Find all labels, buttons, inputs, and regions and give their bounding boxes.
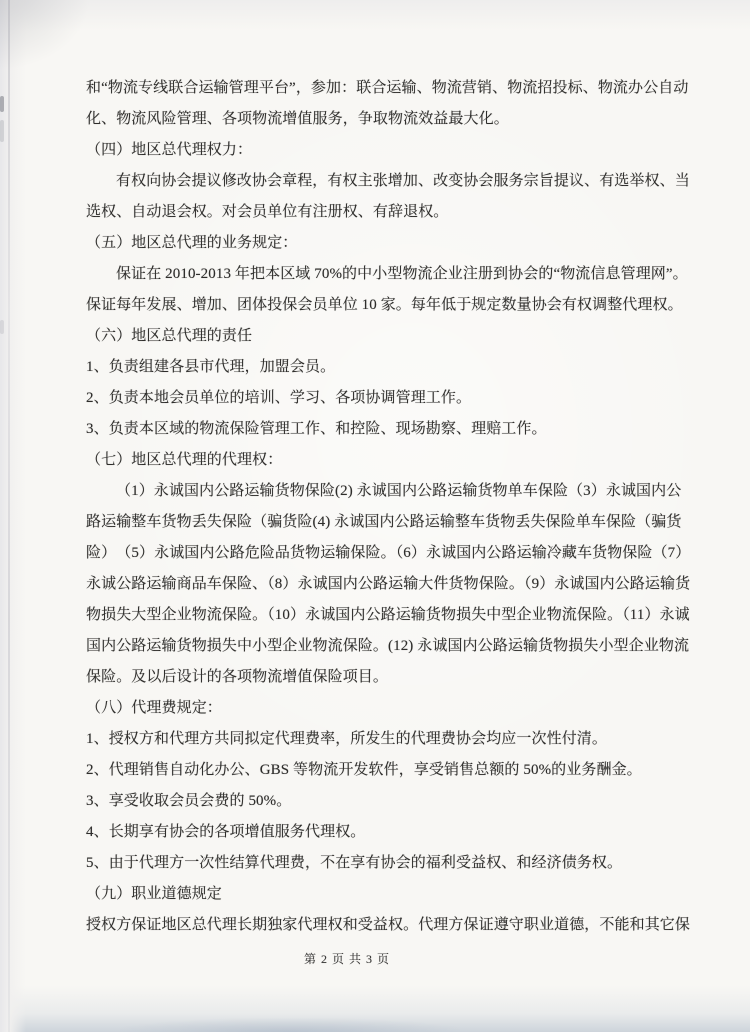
section-heading-6: （六）地区总代理的责任 [86,328,253,344]
doc-line: 物损失大型企业物流保险。（10）永诚国内公路运输货物损失中型企业物流保险。（11）永诚 [86,607,690,623]
section-heading-4: （四）地区总代理权力： [86,142,253,158]
list-item-1: 1、授权方和代理方共同拟定代理费率，所发生的代理费协会均应一次性付清。 [86,731,608,747]
scan-corner-shadow [0,0,90,70]
document-body [86,73,692,941]
doc-line: 路运输整车货物丢失保险（骗货险(4) 永诚国内公路运输整车货物丢失保险单车保险（骗货 [86,514,682,530]
section-heading-7: （七）地区总代理的代理权： [86,452,283,468]
list-item-5: 5、由于代理方一次性结算代理费，不在享有协会的福利受益权、和经济债务权。 [86,855,623,871]
doc-line: 保险。及以后设计的各项物流增值保险项目。 [86,669,389,685]
list-item-3: 3、享受收取会员会费的 50%。 [86,793,292,809]
scan-edge-mark [0,320,4,334]
list-item-2: 2、代理销售自动化办公、GBS 等物流开发软件，享受销售总额的 50%的业务酬金。 [86,762,642,778]
scan-edge-crease [8,0,10,1032]
doc-line: 有权向协会提议修改协会章程，有权主张增加、改变协会服务宗旨提议、有选举权、当 [116,173,690,189]
doc-line: 化、物流风险管理、各项物流增值服务，争取物流效益最大化。 [86,111,509,127]
list-item-2: 2、负责本地会员单位的培训、学习、各项协调管理工作。 [86,390,472,406]
doc-line: 险） （5）永诚国内公路危险品货物运输保险。（6）永诚国内公路运输冷藏车货物保险（7） [86,545,691,561]
doc-line: 选权、自动退会权。对会员单位有注册权、有辞退权。 [86,204,449,220]
scan-edge-mark [0,120,4,142]
doc-line: 保证在 2010-2013 年把本区域 70%的中小型物流企业注册到协会的“物流信息管理网”。 [116,266,688,282]
page-number: 第 2 页 共 3 页 [303,952,390,966]
doc-line: 国内公路运输货物损失中小型企业物流保险。(12) 永诚国内公路运输货物损失小型企业物流 [86,638,690,654]
list-item-1: 1、负责组建各县市代理，加盟会员。 [86,359,336,375]
doc-line: （1）永诚国内公路运输货物保险(2) 永诚国内公路运输货物单车保险（3）永诚国内公 [116,483,682,499]
section-heading-5: （五）地区总代理的业务规定： [86,235,298,251]
doc-line: 授权方保证地区总代理长期独家代理权和受益权。代理方保证遵守职业道德，不能和其它保 [86,917,691,933]
list-item-3: 3、负责本区域的物流保险管理工作、和控险、现场勘察、理赔工作。 [86,421,547,437]
scan-bottom-shadow [120,1018,460,1032]
list-item-4: 4、长期享有协会的各项增值服务代理权。 [86,824,366,840]
doc-line: 保证每年发展、增加、团体投保会员单位 10 家。每年低于规定数量协会有权调整代理权。 [86,297,683,313]
doc-line: 和“物流专线联合运输管理平台”，参加：联合运输、物流营销、物流招投标、物流办公自动 [86,80,689,96]
section-heading-8: （八）代理费规定： [86,700,222,716]
doc-line: 永诚公路运输商品车保险、（8）永诚国内公路运输大件货物保险。（9）永诚国内公路运输货 [86,576,691,592]
section-heading-9: （九）职业道德规定 [86,886,222,902]
scan-edge-mark [0,96,4,112]
